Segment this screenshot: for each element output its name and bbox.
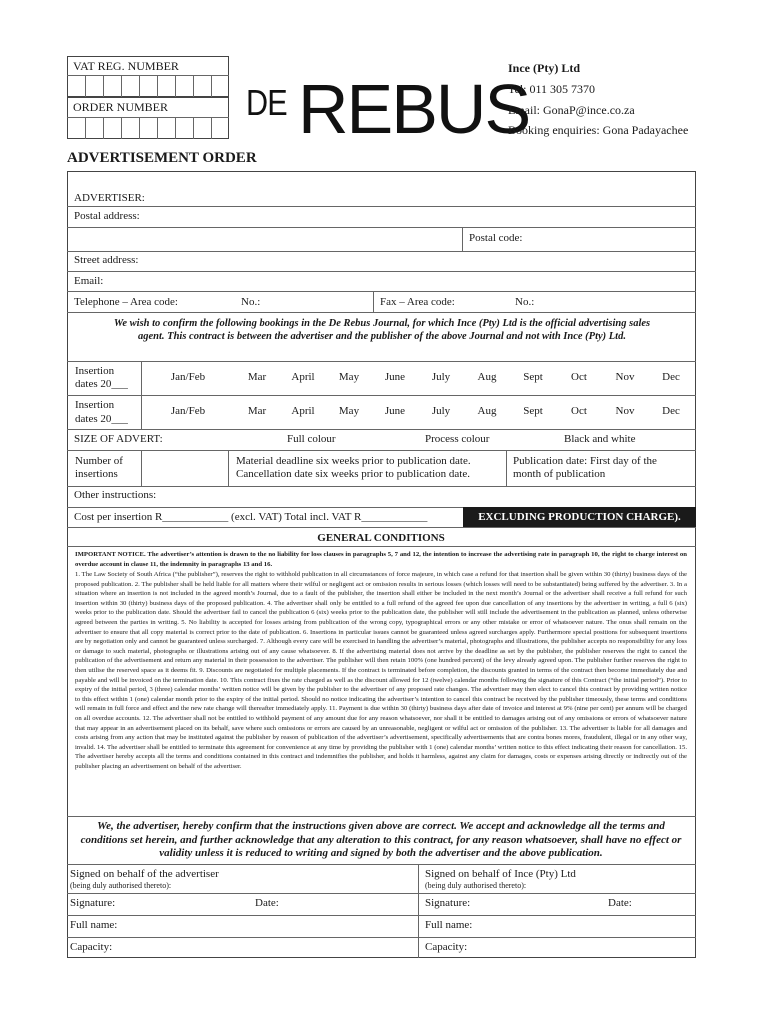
advertiser-label: ADVERTISER: <box>74 192 145 204</box>
right-signature-field[interactable] <box>480 895 600 913</box>
advertiser-field[interactable] <box>150 190 690 206</box>
street-address-label: Street address: <box>74 254 139 266</box>
sign-left-sub: (being duly authorised thereto): <box>70 881 172 890</box>
logo-de: DE <box>246 82 287 123</box>
postal-address-label: Postal address: <box>74 210 140 222</box>
insertion-label-2a: Insertion <box>75 399 115 411</box>
right-full-name-label: Full name: <box>425 919 473 931</box>
postal-address-field[interactable] <box>150 208 690 226</box>
month-janfeb-1[interactable]: Jan/Feb <box>170 371 206 383</box>
month-nov-1[interactable]: Nov <box>615 371 635 383</box>
right-capacity-field[interactable] <box>480 939 690 956</box>
logo-rebus: REBUS <box>298 70 530 148</box>
left-full-name-label: Full name: <box>70 919 118 931</box>
cancellation-date-text: Cancellation date six weeks prior to publication date. <box>236 468 470 480</box>
vat-reg-label: VAT REG. NUMBER <box>73 59 179 73</box>
month-oct-2[interactable]: Oct <box>571 405 587 417</box>
important-notice: IMPORTANT NOTICE. The advertiser’s attention is drawn to the no liability for loss clauses in paragraphs 5, 7 and 12, the intention to increase the advertising rate in paragraph 10, the right to charge interest on overdue account in clause 11, the indemnity in paragraphs 13 and 16. <box>75 551 687 568</box>
telephone-label: Telephone – Area code: <box>74 296 178 308</box>
month-mar-1[interactable]: Mar <box>247 371 267 383</box>
left-full-name-field[interactable] <box>125 917 413 935</box>
order-number-label: ORDER NUMBER <box>73 100 169 114</box>
month-aug-2[interactable]: Aug <box>477 405 497 417</box>
month-oct-1[interactable]: Oct <box>571 371 587 383</box>
right-date-field[interactable] <box>638 895 692 913</box>
month-july-1[interactable]: July <box>431 371 451 383</box>
confirmation-intro: We wish to confirm the following bookings in the De Rebus Journal, for which Ince (Pty) Ltd is the official advertising sales agent. This contract is between the advertiser and the publisher of the above Journal and not with Ince (Pty) Ltd. <box>113 318 651 342</box>
left-signature-field[interactable] <box>125 895 250 913</box>
sign-right-sub: (being duly authorised thereto): <box>425 881 527 890</box>
fax-label: Fax – Area code: <box>380 296 455 308</box>
month-nov-2[interactable]: Nov <box>615 405 635 417</box>
insertion-label-2b: dates 20___ <box>75 413 128 425</box>
email-label: Email: <box>74 275 104 287</box>
company-email[interactable]: Email: GonaP@ince.co.za <box>508 103 635 117</box>
sign-right-title: Signed on behalf of Ince (Pty) Ltd <box>425 868 576 880</box>
company-tel: Tel: 011 305 7370 <box>508 82 596 96</box>
material-deadline-text: Material deadline six weeks prior to publication date. <box>236 455 471 467</box>
month-dec-2[interactable]: Dec <box>662 405 680 417</box>
vat-reg-cells[interactable] <box>67 75 229 97</box>
num-insertions-label-a: Number of <box>75 455 123 467</box>
left-signature-label: Signature: <box>70 897 116 909</box>
page-title: ADVERTISEMENT ORDER <box>67 150 257 166</box>
month-sept-1[interactable]: Sept <box>523 371 543 383</box>
publication-date-text-b: month of publication <box>513 468 606 480</box>
postal-code-label: Postal code: <box>469 232 523 244</box>
cost-per-insertion[interactable]: Cost per insertion R____________ (excl. VAT) Total incl. VAT R____________ <box>74 511 428 523</box>
month-may-1[interactable]: May <box>338 371 360 383</box>
general-conditions-heading: GENERAL CONDITIONS <box>317 532 445 544</box>
size-of-advert-label: SIZE OF ADVERT: <box>74 433 163 445</box>
month-sept-2[interactable]: Sept <box>523 405 543 417</box>
right-full-name-field[interactable] <box>480 917 690 935</box>
sign-left-title: Signed on behalf of the advertiser <box>70 868 219 880</box>
black-white-option[interactable]: Black and white <box>564 433 636 445</box>
month-aug-1[interactable]: Aug <box>477 371 497 383</box>
de-rebus-logo <box>246 70 530 148</box>
excluding-production-charge: EXCLUDING PRODUCTION CHARGE). <box>463 507 696 527</box>
publication-date-text-a: Publication date: First day of the <box>513 455 657 467</box>
order-number-cells[interactable] <box>67 117 229 139</box>
month-april-2[interactable]: April <box>291 405 315 417</box>
month-june-2[interactable]: June <box>384 405 406 417</box>
street-address-field[interactable] <box>150 252 690 270</box>
general-conditions-body: 1. The Law Society of South Africa (“the publisher”), reserves the right to withhold publication in all circumstances of force majeure, in which case a refund for that insertion shall be given within 30 (thirty) business days of the proposed publication. 2. The publisher shall be held liable for all matters where their wilful or negligent act or omission results in serious losses (which losses will need to be substantiated) being suffered by the advertiser. 3. In a situation where an insertion is not included in the agreed month’s Journal, due to a fault of the publisher, the insertion shall either be included in the next month’s Journal or the advertiser shall receive a full refund for such insertion within 30 (thirty) business days of the proposed publication. 4. The advertiser shall only be entitled to a full refund of the agreed fee upon due cancellation of any insertions by the advertiser in writing, a full 6 (six) weeks prior to the publication date. Should the advertiser fail to cancel the publication 6 (six) weeks prior to the publication date, the publisher will still include the advertisement in the publication as planned, unless otherwise agreed between the parties in writing. 5. No liability is accepted for losses arising from publication of the wrong copy, typographical errors or any other mistake or error of whatsoever nature. The onus shall remain on the advertiser to ensure that all copy material is correct prior to the date of publication. 6. Insertions in particular issues cannot be guaranteed unless agreed surcharges apply. Furthermore special positions for subsequent insertions are by negotiation only and cannot be guaranteed unless surcharged. 7. Although every care will be exercised in handling the advertiser’s material, photographs and illustrations, the publisher accepts no responsibility for any loss or damage to such material, photographs or illustrations arising out of any cause whatsoever. 8. If the advertising material does not arrive by the deadline as set by the publisher, the publisher reserves the right to cancel the publication of the advertisement and return any material in their possession to the advertiser. The publisher will then retain 100% (one hundred percent) of the levy already agreed upon. The publisher further reserves the right to then utilise the reserved space as it deems fit. 9. Discounts are negotiated for multiple placements. If the contract is terminated before completion, the discounts granted in terms of the contract then become immediately due and payable and will be invoiced on the termination date. 10. This contract fixes the rate charged as well as the discount allowed for 12 (twelve) calendar months following the signature of this Contract (“the initial period”). Prior to expiry of the initial period, 3 (three) calendar months’ written notice will be given by the publisher to the advertiser of any proposed rate changes. The advertiser may then elect to cancel this contract by providing written notice to this effect within 1 (one) calendar month prior to the expiry of the initial period. Should no notice indicating the advertiser’s intention to cancel this contract be received by the publisher timeously, these terms and conditions will remain in full force and effect and the new rate change will thereafter immediately apply. 11. Payment is due within 30 (thirty) business days after date of invoice and interest at 9% (nine per cent) per annum will be charged on all overdue accounts. 12. The advertiser shall not be entitled to withhold payment of any amount due for any reason whatsoever, nor shall it be entitled to damages arising out of any omissions or errors of whatsoever nature that may appear in an advertisement placed on its behalf, save where such omissions or errors are caused by an unreasonable, negligent or wilful act or omission of the publisher. 13. The advertiser is liable for all damages and costs arising from any action that may be instituted against the publisher by reason of publication of the advertiser’s advertisement, specifically advertisements that are contra bones mores, fraudulent, illegal or in any other way, invalid. 14. The advertiser shall be entitled to terminate this agreement for convenience at any time by providing the publisher with 1 (one) calendar months’ written notice to this effect indicating their reason for cancellation. 15. The advertiser hereby accepts all the terms and conditions contained in this contract and indemnifies the publisher, and holds it harmless, against any claim for damages, costs or expenses arising directly or indirectly out of the publisher placing an advertisement on behalf of the advertiser. <box>75 571 687 770</box>
left-capacity-label: Capacity: <box>70 941 113 953</box>
process-colour-option[interactable]: Process colour <box>425 433 490 445</box>
month-janfeb-2[interactable]: Jan/Feb <box>170 405 206 417</box>
right-capacity-label: Capacity: <box>425 941 468 953</box>
insertion-label-1a: Insertion <box>75 365 115 377</box>
right-date-label: Date: <box>608 897 632 909</box>
month-july-2[interactable]: July <box>431 405 451 417</box>
num-insertions-field[interactable] <box>143 452 227 484</box>
telephone-no-label: No.: <box>241 296 261 308</box>
company-name: Ince (Pty) Ltd <box>508 61 580 75</box>
left-capacity-field[interactable] <box>125 939 413 956</box>
insertion-label-1b: dates 20___ <box>75 378 128 390</box>
month-april-1[interactable]: April <box>291 371 315 383</box>
month-dec-1[interactable]: Dec <box>662 371 680 383</box>
other-instructions-label: Other instructions: <box>74 489 157 501</box>
full-colour-option[interactable]: Full colour <box>287 433 336 445</box>
month-mar-2[interactable]: Mar <box>247 405 267 417</box>
month-may-2[interactable]: May <box>338 405 360 417</box>
acknowledgement-text: We, the advertiser, hereby confirm that the instructions given above are correct. We accept and acknowledge all the terms and conditions set herein, and further acknowledge that any alteration to this contract, for any reason whatsoever, shall have no effect or validity unless it is reduced to writing and signed by both the advertiser and the above publication. <box>80 820 682 859</box>
left-date-field[interactable] <box>285 895 413 913</box>
month-june-1[interactable]: June <box>384 371 406 383</box>
fax-no-label: No.: <box>515 296 535 308</box>
left-date-label: Date: <box>255 897 279 909</box>
right-signature-label: Signature: <box>425 897 471 909</box>
email-field[interactable] <box>120 272 690 290</box>
other-instructions-field[interactable] <box>170 487 690 505</box>
postal-code-field[interactable] <box>535 229 690 249</box>
num-insertions-label-b: insertions <box>75 468 118 480</box>
booking-enquiries: Booking enquiries: Gona Padayachee <box>508 123 689 137</box>
